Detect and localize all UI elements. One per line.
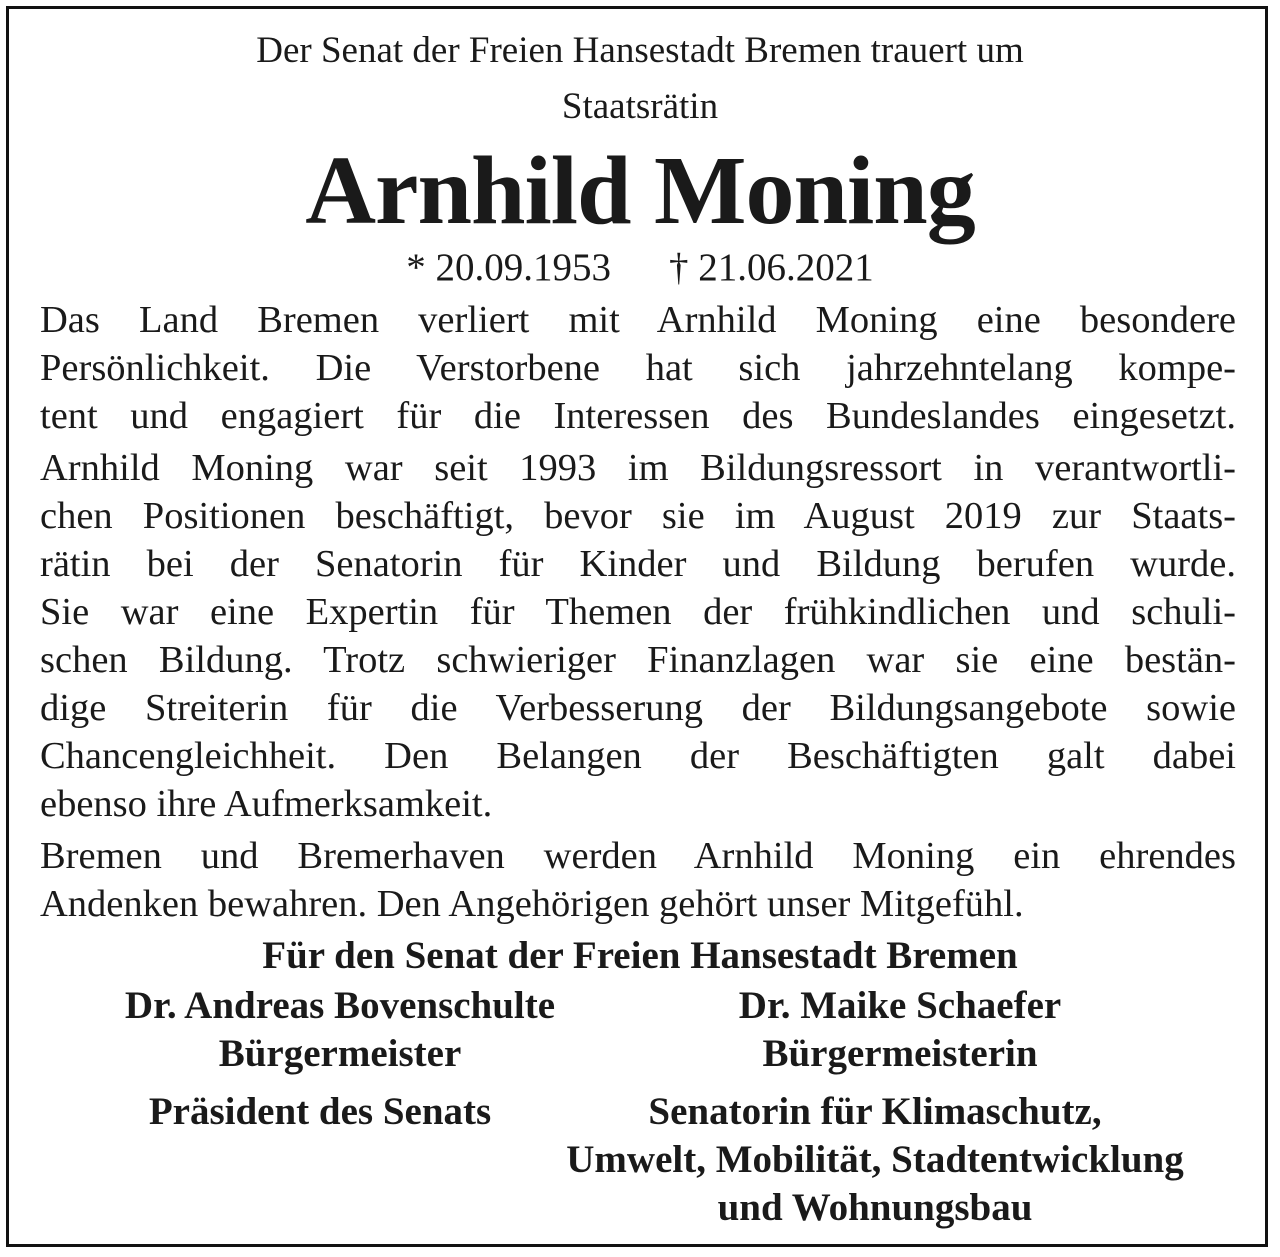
paragraph-1 — [40, 296, 1236, 440]
title-staatsraetin: Staatsrätin — [561, 86, 719, 127]
text-line: Bremen und Bremerhaven werden Arnhild Moning ein ehrendes — [40, 835, 1236, 877]
right-signer-role — [520, 1088, 1230, 1232]
role-line: Senatorin für Klimaschutz, — [648, 1090, 1102, 1133]
text-line: Sie war eine Expertin für Themen der frühkindlichen und schuli- — [40, 591, 1236, 633]
text-line: tent und engagiert für die Interessen des Bundeslandes eingesetzt. — [40, 395, 1236, 437]
paragraph-2 — [40, 444, 1236, 828]
text-line: Chancengleichheit. Den Belangen der Beschäftigten galt dabei — [40, 735, 1236, 777]
left-signer-role: Präsident des Senats — [148, 1090, 492, 1133]
deceased-name: Arnhild Moning — [305, 137, 975, 245]
death-date: † 21.06.2021 — [669, 246, 874, 289]
left-signer-title: Bürgermeister — [218, 1032, 462, 1075]
senate-signature-line: Für den Senat der Freien Hansestadt Bremen — [262, 934, 1018, 977]
text-line: Persönlichkeit. Die Verstorbene hat sich jahrzehntelang kompe- — [40, 347, 1236, 389]
text-line: dige Streiterin für die Verbesserung der Bildungsangebote sowie — [40, 687, 1236, 729]
text-line: rätin bei der Senatorin für Kinder und Bildung berufen wurde. — [40, 543, 1236, 585]
life-dates — [0, 244, 1280, 292]
text-line: Das Land Bremen verliert mit Arnhild Moning eine besondere — [40, 299, 1236, 341]
role-line: Umwelt, Mobilität, Stadtentwicklung — [566, 1138, 1184, 1181]
left-signer-name: Dr. Andreas Bovenschulte — [124, 984, 556, 1027]
intro-line: Der Senat der Freien Hansestadt Bremen trauert um — [256, 30, 1024, 71]
right-signer-name: Dr. Maike Schaefer — [738, 984, 1062, 1027]
birth-date: * 20.09.1953 — [406, 246, 611, 289]
text-line: chen Positionen beschäftigt, bevor sie im August 2019 zur Staats- — [40, 495, 1236, 537]
text-line: Andenken bewahren. Den Angehörigen gehört unser Mitgefühl. — [40, 883, 1024, 925]
role-line: und Wohnungsbau — [717, 1186, 1033, 1229]
paragraph-3 — [40, 832, 1236, 928]
text-line: schen Bildung. Trotz schwieriger Finanzlagen war sie eine bestän- — [40, 639, 1236, 681]
right-signer-title: Bürgermeisterin — [762, 1032, 1038, 1075]
text-line: Arnhild Moning war seit 1993 im Bildungsressort in verantwortli- — [40, 447, 1236, 489]
text-line: ebenso ihre Aufmerksamkeit. — [40, 783, 493, 825]
